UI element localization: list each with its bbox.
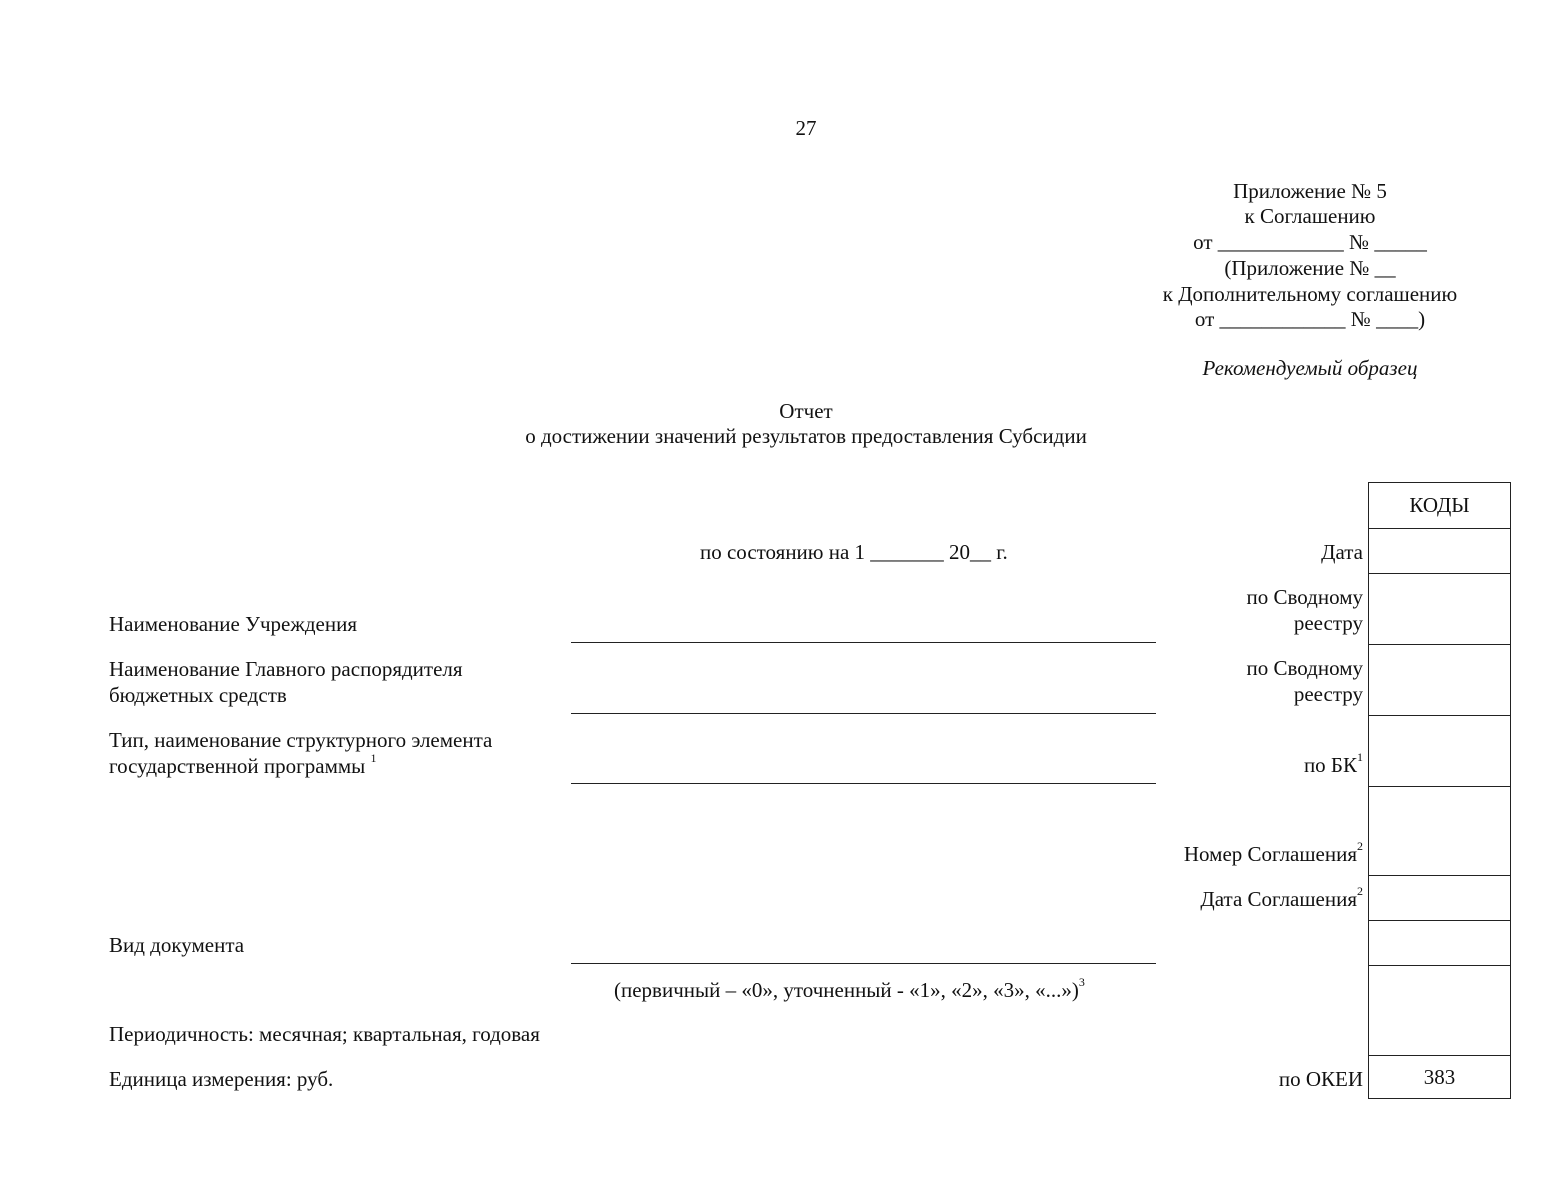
institution-field[interactable] [571, 642, 1156, 643]
program-label-line-2: государственной программы $^1$ [109, 751, 377, 778]
as-of-date: по состоянию на 1 _______ 20__ г. [700, 540, 1008, 564]
code-cell-agreement-date[interactable] [1369, 875, 1510, 920]
footnote-mark: 2 [1357, 884, 1363, 898]
footnote-mark: 3 [1078, 975, 1085, 989]
report-subtitle: о достижении значений результатов предоставления Субсидии [525, 424, 1087, 448]
recommended-sample: Рекомендуемый образец [1202, 356, 1418, 380]
code-cell-periodicity[interactable] [1369, 965, 1510, 1055]
appendix-line-6: от ____________ № ____) [1194, 307, 1426, 331]
appendix-line-4: (Приложение № __ [1224, 256, 1396, 280]
code-cell-registry1[interactable] [1369, 573, 1510, 644]
doc-type-field[interactable] [571, 963, 1156, 964]
agreement-number-label: Номер Соглашения$^2$ [1183, 839, 1363, 866]
report-title: Отчет [779, 399, 833, 423]
institution-label: Наименование Учреждения [109, 612, 357, 636]
code-cell-date[interactable] [1369, 528, 1510, 573]
unit-label: Единица измерения: руб. [109, 1067, 334, 1091]
program-label-line-1: Тип, наименование структурного элемента [109, 728, 493, 752]
gpbs-label-line-2: бюджетных средств [109, 683, 287, 707]
appendix-line-1: Приложение № 5 [1233, 179, 1387, 203]
registry2-label-line-2: реестру [1293, 682, 1363, 706]
code-cell-agreement-number[interactable] [1369, 786, 1510, 875]
registry1-label-line-2: реестру [1293, 611, 1363, 635]
footnote-mark: 1 [1357, 750, 1363, 764]
codes-table [1368, 482, 1511, 1099]
okei-label: по ОКЕИ [1278, 1067, 1363, 1091]
gpbs-field[interactable] [571, 713, 1156, 714]
program-field[interactable] [571, 783, 1156, 784]
codes-header: КОДЫ [1409, 493, 1470, 517]
code-cell-doc-type[interactable] [1369, 920, 1510, 965]
appendix-line-3: от ____________ № _____ [1193, 230, 1427, 254]
page-number: 27 [795, 116, 817, 140]
footnote-mark: 1 [370, 751, 377, 765]
doc-type-hint: (первичный – «0», уточненный - «1», «2», «3», «...»)$^3$ [614, 975, 1085, 1002]
agreement-date-label: Дата Соглашения$^2$ [1200, 884, 1363, 911]
appendix-line-2: к Соглашению [1244, 204, 1376, 228]
code-cell-registry2[interactable] [1369, 644, 1510, 715]
date-code-label: Дата [1321, 540, 1363, 564]
code-cell-okei: 383 [1369, 1055, 1510, 1098]
gpbs-label-line-1: Наименование Главного распорядителя [109, 657, 463, 681]
bk-label: по $БК^1$ [1303, 750, 1363, 777]
code-cell-bk[interactable] [1369, 715, 1510, 786]
registry2-label-line-1: по Сводному [1246, 656, 1363, 680]
doc-type-label: Вид документа [109, 933, 245, 957]
registry1-label-line-1: по Сводному [1246, 585, 1363, 609]
footnote-mark: 2 [1357, 839, 1363, 853]
periodicity-label: Периодичность: месячная; квартальная, годовая [109, 1022, 540, 1046]
appendix-line-5: к Дополнительному соглашению [1162, 282, 1458, 306]
